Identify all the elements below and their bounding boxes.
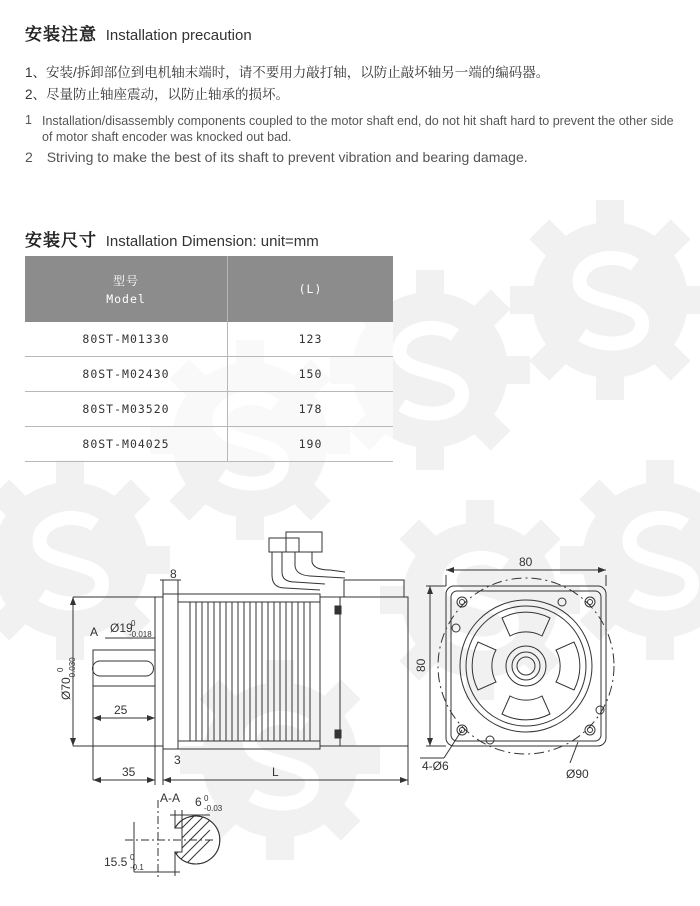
- svg-text:0: 0: [204, 794, 209, 803]
- label-dim-8: 8: [170, 567, 177, 581]
- motor-body: [178, 594, 320, 749]
- label-section: A-A: [160, 791, 181, 805]
- precaution-en-2: 2 Striving to make the best of its shaft to prevent vibration and bearing damage.: [25, 149, 528, 165]
- header-l: (L): [228, 256, 394, 322]
- precaution-en-1-text: Installation/disassembly components coupled to the motor shaft end, do not hit shaft hard to prevent the other side of motor shaft encoder was knocked out bad.: [42, 114, 674, 144]
- precaution-en-2-text: Striving to make the best of its shaft to prevent vibration and bearing damage.: [46, 149, 528, 165]
- label-dia70: Ø70: [59, 677, 73, 700]
- svg-text:0: 0: [56, 667, 65, 672]
- label-key6: 6: [195, 795, 202, 809]
- connectors: [269, 532, 345, 590]
- label-dim-3: 3: [174, 753, 181, 767]
- dimension-title-cn: 安装尺寸: [25, 231, 97, 250]
- precaution-title-en: Installation precaution: [105, 27, 252, 44]
- label-dia19: Ø19: [110, 621, 133, 635]
- precaution-cn-1: 1、安装/拆卸部位到电机轴末端时，请不要用力敲打轴，以防止敲坏轴另一端的编码器。: [25, 65, 550, 80]
- svg-text:-0.018: -0.018: [129, 630, 152, 639]
- svg-text:0: 0: [130, 853, 135, 862]
- front-view: [420, 570, 614, 763]
- precaution-cn-2: 2、尽量防止轴座震动，以防止轴承的损坏。: [25, 87, 290, 102]
- cell-l: 150: [228, 357, 394, 392]
- label-a: A: [90, 625, 99, 639]
- precaution-en-1: 1 Installation/disassembly components coupled to the motor shaft end, do not hit shaft hard to prevent the other side of motor shaft encoder was knocked out bad.: [25, 113, 695, 147]
- header-model: 型号 Model: [25, 256, 228, 322]
- cell-model: 80ST-M04025: [25, 427, 228, 462]
- cell-model: 80ST-M01330: [25, 322, 228, 357]
- svg-text:0: 0: [131, 619, 136, 628]
- cell-model: 80ST-M02430: [25, 357, 228, 392]
- label-dim-l: L: [272, 765, 279, 779]
- label-dim-35: 35: [122, 765, 136, 779]
- dimension-title-en: Installation Dimension: unit=mm: [105, 233, 319, 250]
- label-dim-80-top: 80: [519, 555, 533, 569]
- label-dia90: Ø90: [566, 767, 589, 781]
- label-dim-80-side: 80: [414, 658, 428, 672]
- precaution-title-cn: 安装注意: [25, 25, 97, 44]
- svg-text:-0.03: -0.03: [204, 804, 223, 813]
- label-d155: 15.5: [104, 855, 128, 869]
- label-holes: 4-Ø6: [422, 759, 449, 773]
- label-dim-25: 25: [114, 703, 128, 717]
- cell-l: 190: [228, 427, 394, 462]
- flange: [155, 597, 163, 746]
- cell-l: 123: [228, 322, 394, 357]
- svg-text:-0.030: -0.030: [68, 657, 77, 680]
- encoder-cover: [340, 597, 408, 746]
- cell-l: 178: [228, 392, 394, 427]
- shaft: [93, 650, 155, 686]
- cell-model: 80ST-M03520: [25, 392, 228, 427]
- svg-text:-0.1: -0.1: [130, 863, 144, 872]
